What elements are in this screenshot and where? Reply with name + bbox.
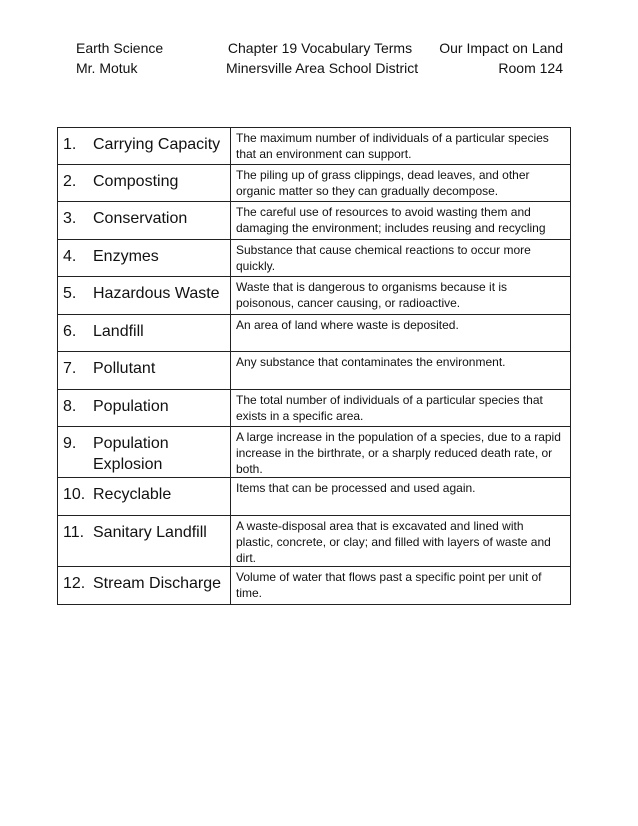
vocab-row [58, 240, 571, 277]
term-name: Recyclable [93, 486, 172, 503]
term-definition: A large increase in the population of a species, due to a rapid increase in the birthrate, or a sharply reduced death rate, or both. [236, 430, 561, 476]
term-number: 7. [63, 360, 77, 377]
header-left [76, 38, 163, 78]
vocab-row [58, 427, 571, 478]
term-cell [58, 516, 231, 567]
room-number: Room 124 [498, 60, 563, 76]
term-number: 2. [63, 173, 77, 190]
term-cell [58, 352, 231, 390]
term-definition: Any substance that contaminates the environment. [236, 355, 506, 369]
term-number: 5. [63, 285, 77, 302]
term-name: Stream Discharge [93, 575, 222, 592]
term-name: Landfill [93, 323, 144, 340]
term-cell [58, 478, 231, 516]
definition-cell [231, 165, 571, 202]
definition-cell [231, 128, 571, 165]
term-name: Enzymes [93, 248, 159, 265]
vocab-row [58, 165, 571, 202]
term-cell [58, 128, 231, 165]
term-name: Population [93, 398, 169, 415]
term-definition: An area of land where waste is deposited. [236, 318, 459, 332]
term-definition: Items that can be processed and used again. [236, 481, 476, 495]
term-number: 10. [63, 486, 86, 503]
term-definition: The careful use of resources to avoid wasting them and damaging the environment; includes reusing and recycling [236, 205, 546, 235]
term-number: 3. [63, 210, 77, 227]
term-number: 4. [63, 248, 77, 265]
term-name: Composting [93, 173, 179, 190]
term-definition: Substance that cause chemical reactions to occur more quickly. [236, 243, 531, 273]
term-cell [58, 277, 231, 315]
header-center [226, 38, 419, 78]
term-cell [58, 567, 231, 605]
vocab-row [58, 352, 571, 390]
school-district: Minersville Area School District [226, 60, 419, 76]
term-definition: Waste that is dangerous to organisms because it is poisonous, cancer causing, or radioactive. [236, 280, 508, 310]
vocab-row [58, 567, 571, 605]
term-definition: Volume of water that flows past a specific point per unit of time. [236, 570, 542, 600]
teacher-name: Mr. Motuk [76, 60, 138, 76]
definition-cell [231, 202, 571, 240]
vocab-row [58, 128, 571, 165]
term-number: 8. [63, 398, 77, 415]
vocab-row [58, 390, 571, 427]
term-name: Conservation [93, 210, 188, 227]
course-name: Earth Science [76, 40, 164, 56]
vocabulary-table [57, 127, 571, 605]
term-cell [58, 202, 231, 240]
vocab-row [58, 315, 571, 352]
unit-title: Our Impact on Land [439, 40, 563, 56]
term-cell [58, 315, 231, 352]
term-number: 11. [63, 524, 85, 541]
term-name: Population Explosion [93, 435, 169, 473]
definition-cell [231, 478, 571, 516]
definition-cell [231, 516, 571, 567]
definition-cell [231, 277, 571, 315]
document-title: Chapter 19 Vocabulary Terms [227, 40, 413, 56]
definition-cell [231, 315, 571, 352]
term-cell [58, 390, 231, 427]
term-number: 9. [63, 435, 77, 452]
term-name: Hazardous Waste [93, 285, 220, 302]
term-number: 1. [63, 136, 77, 153]
vocab-row [58, 516, 571, 567]
term-cell [58, 427, 231, 478]
term-number: 6. [63, 323, 77, 340]
term-name: Sanitary Landfill [93, 524, 207, 541]
vocab-row [58, 478, 571, 516]
definition-cell [231, 567, 571, 605]
term-definition: A waste-disposal area that is excavated and lined with plastic, concrete, or clay; and filled with layers of waste and dirt. [236, 519, 551, 565]
vocab-row [58, 277, 571, 315]
term-name: Pollutant [93, 360, 156, 377]
term-definition: The total number of individuals of a particular species that exists in a specific area. [236, 393, 543, 423]
term-cell [58, 240, 231, 277]
definition-cell [231, 352, 571, 390]
definition-cell [231, 427, 571, 478]
term-definition: The maximum number of individuals of a particular species that an environment can support. [236, 131, 549, 161]
header-right [439, 38, 563, 78]
definition-cell [231, 240, 571, 277]
term-definition: The piling up of grass clippings, dead leaves, and other organic matter so they can gradually decompose. [236, 168, 530, 198]
term-name: Carrying Capacity [93, 136, 221, 153]
vocab-row [58, 202, 571, 240]
term-cell [58, 165, 231, 202]
definition-cell [231, 390, 571, 427]
term-number: 12. [63, 575, 86, 592]
